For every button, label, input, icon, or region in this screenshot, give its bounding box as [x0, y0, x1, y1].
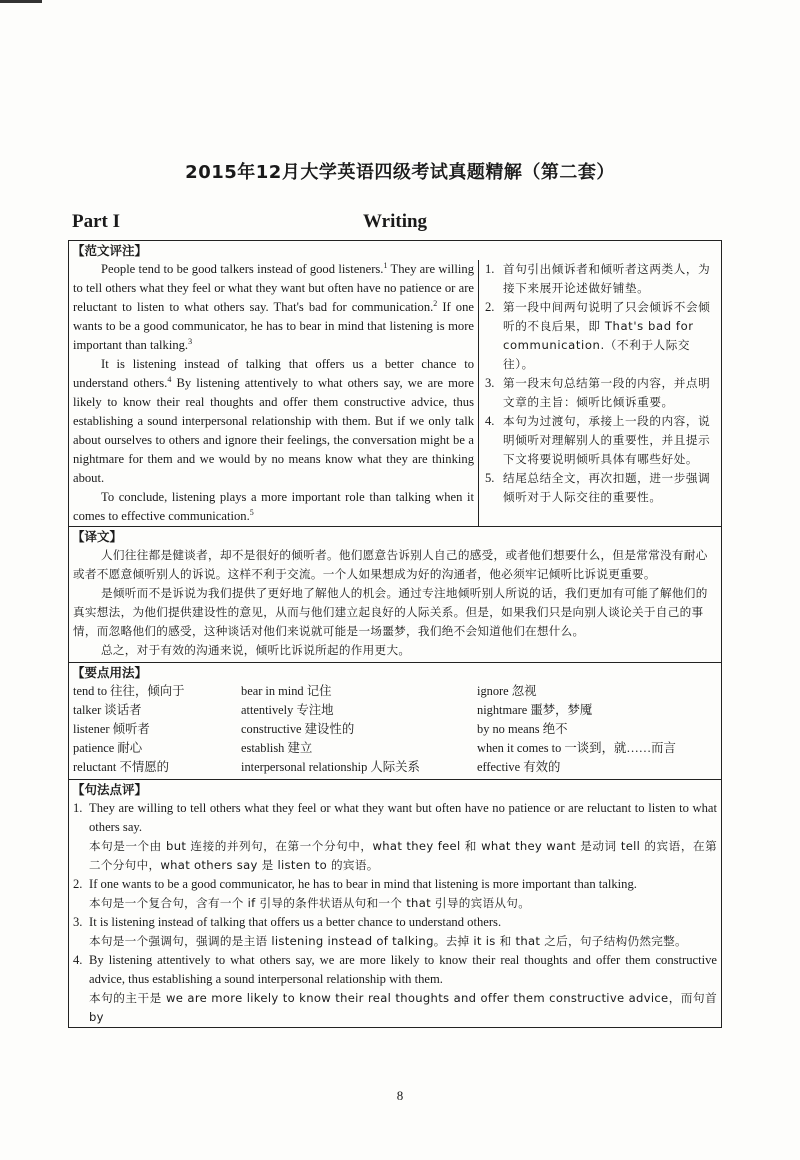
model-essay-section: [68, 240, 722, 526]
vocabulary-heading: 【要点用法】: [72, 665, 148, 680]
essay-sentence: It is listening instead of talking that offers us a better chance to understand others.: [73, 357, 474, 390]
vocab-item: constructive 建设性的: [241, 722, 355, 736]
vocab-item: tend to 往往，倾向于: [73, 684, 185, 698]
part-name: Writing: [363, 211, 428, 232]
syntax-item: [73, 799, 717, 875]
note-number: 2.: [485, 300, 495, 314]
syntax-item: [73, 913, 717, 951]
syntax-sentence: They are willing to tell others what they feel or what they want but often have no patience or are reluctant to listen to what others say.: [89, 801, 717, 834]
page-number: 8: [396, 1088, 404, 1103]
note-ref: 3: [188, 336, 193, 346]
syntax-sentence: If one wants to be a good communicator, he has to bear in mind that listening is more important than talking.: [89, 877, 637, 891]
note-ref: 2: [433, 298, 438, 308]
note-item: [485, 260, 717, 298]
vocab-item: reluctant 不情愿的: [73, 760, 170, 774]
vocab-item: listener 倾听者: [73, 722, 150, 736]
note-text: 第一段中间两句说明了只会倾诉不会倾听的不良后果，即 That's bad for communication.（不利于人际交往）。: [503, 300, 711, 371]
essay-notes: [479, 260, 721, 526]
vocab-item: attentively 专注地: [241, 703, 334, 717]
syntax-list: [69, 799, 721, 1027]
essay-paragraph: [73, 260, 474, 355]
syntax-number: 2.: [73, 877, 83, 891]
essay-sentence: To conclude, listening plays a more important role than talking when it comes to effective communication.: [73, 490, 474, 523]
essay-sentence: By listening attentively to what others say, we are more likely to know their real thoughts and offer them constructive advice, thus establishing a sound interpersonal relationship with them. But if we only talk about ourselves to others and ignore their feelings, the conversation might be a nightmare for them and we would by no means know what they are thinking about.: [73, 376, 474, 485]
note-item: [485, 374, 717, 412]
note-number: 1.: [485, 262, 495, 276]
note-text: 本句为过渡句，承接上一段的内容，说明倾听对理解别人的重要性，并且提示下文将要说明倾听具体有哪些好处。: [503, 414, 711, 466]
vocab-item: effective 有效的: [477, 760, 561, 774]
note-item: [485, 298, 717, 374]
essay-sentence: People tend to be good talkers instead of good listeners.: [101, 262, 384, 276]
note-ref: 4: [167, 374, 172, 384]
vocab-item: by no means 绝不: [477, 722, 568, 736]
syntax-heading: 【句法点评】: [72, 782, 148, 797]
vocab-item: when it comes to 一谈到，就……而言: [477, 741, 676, 755]
note-ref: 1: [383, 260, 388, 270]
translation-paragraph: 是倾听而不是诉说为我们提供了更好地了解他人的机会。通过专注地倾听别人所说的话，我们更加有可能了解他们的真实想法，为他们提供建设性的意见，从而与他们建立起良好的人际关系。但是，如果我们只是向别人谈论关于自己的事情，而忽略他们的感受，这种谈话对他们来说就可能是一场噩梦，我们绝不会知道他们在想什么。: [73, 586, 708, 638]
note-item: [485, 412, 717, 469]
note-text: 结尾总结全文，再次扣题，进一步强调倾听对于人际交往的重要性。: [503, 471, 711, 504]
syntax-number: 3.: [73, 915, 83, 929]
model-essay-heading: 【范文评注】: [72, 243, 148, 258]
essay-paragraph: [73, 488, 474, 526]
translation-section: [68, 526, 722, 662]
vocab-item: nightmare 噩梦，梦魇: [477, 703, 593, 717]
vocab-item: bear in mind 记住: [241, 684, 332, 698]
syntax-sentence: By listening attentively to what others say, we are more likely to know their real thoughts and offer them constructive advice, thus establishing a sound interpersonal relationship with them.: [89, 953, 717, 986]
vocab-item: establish 建立: [241, 741, 313, 755]
page-title: 2015年12月大学英语四级考试真题精解（第二套）: [185, 162, 615, 183]
note-text: 第一段末句总结第一段的内容，并点明文章的主旨：倾听比倾诉重要。: [503, 376, 711, 409]
essay-text: [69, 260, 479, 526]
essay-paragraph: [73, 355, 474, 488]
syntax-number: 1.: [73, 801, 83, 815]
vocabulary-section: [68, 662, 722, 779]
scan-edge-mark: [0, 0, 42, 3]
note-number: 5.: [485, 471, 495, 485]
part-label: Part I: [72, 211, 121, 232]
syntax-item: [73, 875, 717, 913]
syntax-section: [68, 779, 722, 1028]
vocab-item: talker 谈话者: [73, 703, 142, 717]
vocab-item: patience 耐心: [73, 741, 143, 755]
syntax-number: 4.: [73, 953, 83, 967]
syntax-comment: 本句是一个复合句，含有一个 if 引导的条件状语从句和一个 that 引导的宾语从句。: [89, 896, 531, 910]
essay-sentence: If one wants to be a good communicator, he has to bear in mind that listening is more important than talking.: [73, 300, 474, 352]
translation-paragraph: 总之，对于有效的沟通来说，倾听比诉说所起的作用更大。: [101, 643, 411, 657]
vocab-item: ignore 忽视: [477, 684, 537, 698]
essay-and-notes: [69, 260, 721, 526]
syntax-comment: 本句是一个由 but 连接的并列句，在第一个分句中，what they feel 和 what they want 是动词 tell 的宾语，在第二个分句中，what others say 是 listen to 的宾语。: [89, 839, 717, 872]
syntax-comment: 本句是一个强调句，强调的是主语 listening instead of talking。去掉 it is 和 that 之后，句子结构仍然完整。: [89, 934, 687, 948]
note-number: 4.: [485, 414, 495, 428]
note-number: 3.: [485, 376, 495, 390]
syntax-sentence: It is listening instead of talking that offers us a better chance to understand others.: [89, 915, 502, 929]
note-text: 首句引出倾诉者和倾听者这两类人，为接下来展开论述做好铺垫。: [503, 262, 711, 295]
translation-heading: 【译文】: [72, 529, 123, 544]
translation-paragraph: 人们往往都是健谈者，却不是很好的倾听者。他们愿意告诉别人自己的感受，或者他们想要什么，但是常常没有耐心或者不愿意倾听别人的诉说。这样不利于交流。一个人如果想成为好的沟通者，他必须牢记倾听比诉说更重要。: [73, 548, 708, 581]
note-item: [485, 469, 717, 507]
note-ref: 5: [249, 507, 254, 517]
syntax-comment: 本句的主干是 we are more likely to know their real thoughts and offer them constructive advice，而句首 by: [89, 991, 717, 1024]
syntax-item: [73, 951, 717, 1027]
translation-text: [69, 546, 721, 662]
essay-sentence: They are willing to tell others what they feel or what they want but often have no patience or are reluctant to listen to what others say. That's bad for communication.: [73, 262, 474, 314]
vocab-item: interpersonal relationship 人际关系: [241, 760, 420, 774]
vocabulary-grid: [69, 682, 721, 779]
content-area: [68, 240, 722, 1028]
